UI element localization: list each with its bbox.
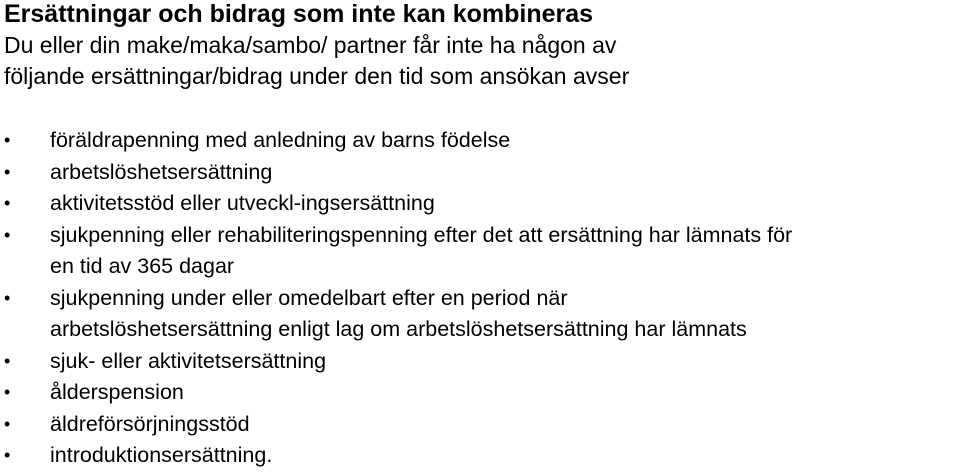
list-item-text <box>50 283 959 346</box>
list-item-line: ålderspension <box>50 380 184 404</box>
bullet-icon: • <box>4 161 11 182</box>
benefit-list <box>0 125 959 472</box>
list-item-line: arbetslöshetsersättning enligt lag om arbetslöshetsersättning har lämnats <box>50 317 747 341</box>
bullet-icon: • <box>4 224 11 245</box>
list-item-text <box>50 125 959 157</box>
list-item-line: en tid av 365 dagar <box>50 254 235 278</box>
intro-line: följande ersättningar/bidrag under den tid som ansökan avser <box>4 63 630 89</box>
bullet-icon: • <box>4 193 11 213</box>
bullet-icon: • <box>4 287 11 308</box>
intro-paragraph <box>4 30 944 92</box>
list-item-text <box>50 220 959 283</box>
list-item-text <box>50 409 959 441</box>
list-item <box>0 409 959 441</box>
list-item-line: sjuk- eller aktivitetsersättning <box>50 348 327 373</box>
list-item-text <box>50 157 959 189</box>
bullet-icon: • <box>4 350 11 371</box>
page-title: Ersättningar och bidrag som inte kan kombineras <box>4 0 594 28</box>
list-item-line: föräldrapenning med anledning av barns födelse <box>50 128 511 152</box>
list-item <box>0 157 959 189</box>
bullet-icon: • <box>4 130 11 150</box>
list-item <box>0 377 959 409</box>
list-item-text <box>50 440 959 472</box>
list-item <box>0 220 959 283</box>
list-item-text <box>50 188 959 220</box>
bullet-icon: • <box>4 413 11 434</box>
list-item-text <box>50 377 959 409</box>
list-item-line: sjukpenning under eller omedelbart efter en period när <box>50 285 568 310</box>
list-item-line: sjukpenning eller rehabiliteringspenning efter det att ersättning har lämnats för <box>50 222 793 247</box>
list-item <box>0 283 959 346</box>
bullet-icon: • <box>4 445 11 465</box>
list-item-line: arbetslöshetsersättning <box>50 159 273 184</box>
list-item-line: aktivitetsstöd eller utveckl-ingsersättning <box>50 191 435 215</box>
list-item <box>0 346 959 378</box>
list-item-line: äldreförsörjningsstöd <box>50 411 250 436</box>
list-item-line: introduktionsersättning. <box>50 443 273 467</box>
bullet-icon: • <box>4 382 11 402</box>
list-item <box>0 188 959 220</box>
intro-line: Du eller din make/maka/sambo/ partner får inte ha någon av <box>4 32 617 58</box>
list-item <box>0 125 959 157</box>
list-item <box>0 440 959 472</box>
list-item-text <box>50 346 959 378</box>
